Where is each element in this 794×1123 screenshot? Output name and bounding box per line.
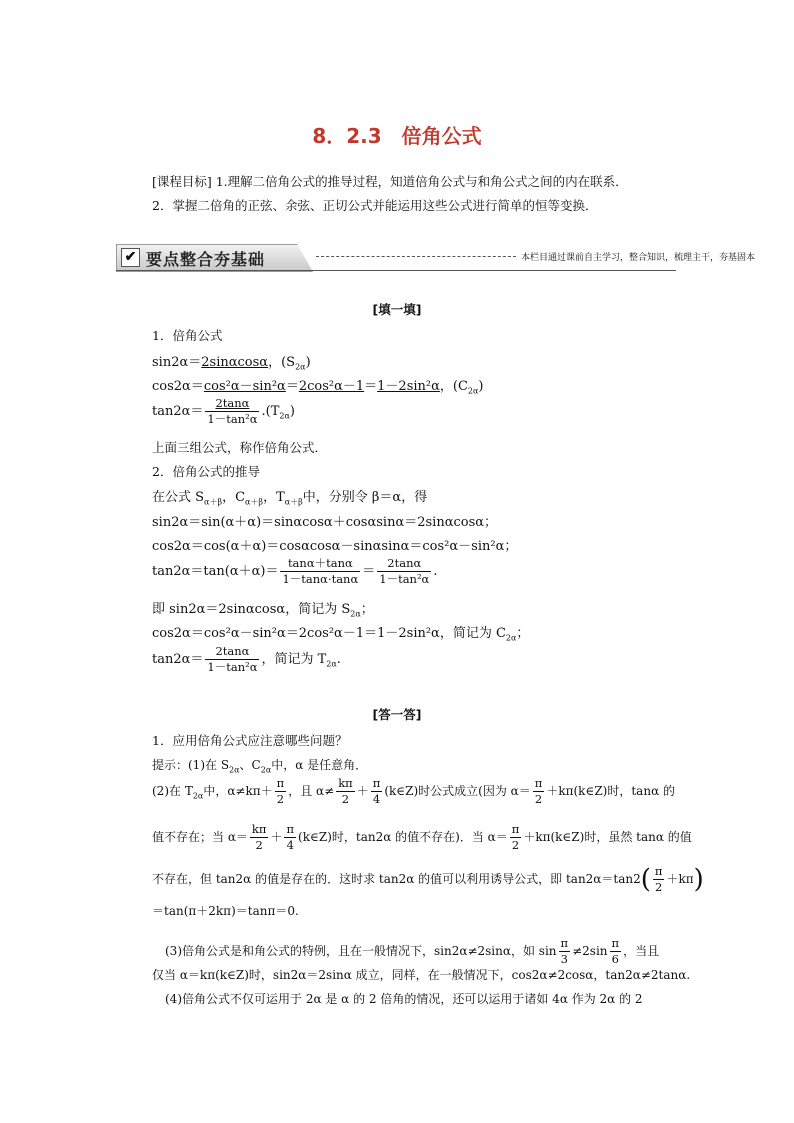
- derivation-summary-sin: 即 sin2α＝2sinαcosα，简记为 $S_{2\alpha}$；: [152, 602, 374, 619]
- deriv-tan-den-2: 1－tan²α: [379, 572, 430, 586]
- paragraph-2-line-2: [152, 822, 692, 853]
- deriv-t-sub: α＋β: [284, 497, 303, 507]
- summary-sin-text: 即 sin2α＝2sinαcosα，简记为 S: [152, 602, 351, 617]
- derivation-summary-tan: [152, 644, 341, 675]
- p6-frac-1: [559, 936, 571, 967]
- p3-plus: ＋: [270, 830, 283, 844]
- p2-frac-3-num: π: [372, 776, 381, 790]
- p3-frac-2-num: π: [286, 822, 295, 836]
- tan-lhs: tan2α＝: [152, 404, 204, 419]
- p3-frac-3-den: 2: [511, 838, 520, 852]
- paragraph-3-line-1: [165, 936, 659, 967]
- p4-frac: [653, 864, 665, 895]
- p2-frac-2-num: kπ: [338, 776, 353, 790]
- cos-formula: [152, 375, 484, 396]
- p2-text-c: ，且 α≠: [288, 784, 335, 798]
- hint-s: 提示：(1)在 S: [152, 758, 230, 772]
- derivation-cos: cos2α＝cos(α＋α)＝cosαcosα－sinαsinα＝cos²α－sin²α；: [152, 539, 518, 554]
- hint-s-sub: 2α: [229, 765, 240, 775]
- deriv-t: ，T: [263, 490, 285, 505]
- derivation-summary-cos: cos2α＝cos²α－sin²α＝2cos²α－1＝1－2sin²α，简记为 $C_{2\alpha}$；: [152, 626, 530, 643]
- p2-frac-1: [275, 776, 287, 807]
- deriv-tan-num-1: tanα＋tanα: [280, 556, 360, 572]
- p3-frac-3: [510, 822, 522, 853]
- p6-text-b: ≠2sin: [572, 944, 608, 958]
- p2-text-b: 中，α≠kπ＋: [203, 784, 273, 798]
- paragraph-3-line-2: 仅当 α＝kπ(k∈Z)时，sin2α＝2sinα 成立，同样，在一般情况下，cos2α≠2cosα，tan2α≠2tanα.: [152, 968, 691, 982]
- section-2-heading: 2．倍角公式的推导: [152, 464, 260, 479]
- banner-rule: [116, 270, 676, 271]
- cos-lhs: cos2α＝: [152, 379, 204, 394]
- summary-tan-dot: .: [336, 652, 341, 667]
- p3-frac-3-num: π: [511, 822, 520, 836]
- p3-text-b: (k∈Z)时，tan2α 的值不存在)．当 α＝: [298, 830, 508, 844]
- objectives-line-1: [课程目标] 1.理解二倍角公式的推导过程，知道倍角公式与和角公式之间的内在联系．: [152, 174, 628, 189]
- answer-heading: [答一答]: [372, 707, 422, 722]
- tan-fraction: [205, 396, 259, 427]
- p2-sub: 2α: [192, 791, 204, 801]
- sin-lhs: sin2α＝: [152, 355, 202, 370]
- cos-tag-close: ): [478, 379, 484, 394]
- summary-tan-sub: 2α: [326, 659, 337, 669]
- p3-frac-1-den: 2: [255, 838, 263, 852]
- p6-frac-1-den: 3: [560, 952, 568, 966]
- hint-c: 、C: [239, 758, 261, 772]
- summary-tan-num: 2tanα: [205, 644, 259, 660]
- paragraph-4-line-1: (4)倍角公式不仅可运用于 2α 是 α 的 2 倍角的情况，还可以运用于诸如 4α 作为 2α 的 2: [165, 992, 643, 1006]
- deriv-s-sub: α＋β: [204, 497, 223, 507]
- tan-tag: .(T: [261, 404, 280, 419]
- cos-eq-1: ＝: [285, 379, 299, 394]
- deriv-tan-eq: ＝: [362, 564, 376, 579]
- deriv-tan-num-2: 2tanα: [377, 556, 431, 572]
- sin-tag-close: ): [305, 355, 311, 370]
- p6-text-a: (3)倍角公式是和角公式的特例，且在一般情况下，sin2α≠2sinα，如 sin: [165, 944, 557, 958]
- summary-sin-sub: 2α: [350, 609, 361, 619]
- p2-text-d: (k∈Z)时公式成立(因为 α＝: [384, 784, 531, 798]
- p2-text-e: ＋kπ(k∈Z)时，tanα 的: [546, 784, 675, 798]
- p6-frac-2: [610, 936, 622, 967]
- summary-tan-text: ，简记为 T: [261, 652, 327, 667]
- cos-eq-2: ＝: [364, 379, 378, 394]
- deriv-tan-frac-2: [377, 556, 431, 587]
- p2-frac-4-den: 2: [534, 792, 543, 806]
- tan-formula: [152, 396, 295, 427]
- sin-tag-sub: 2α: [295, 362, 306, 372]
- p2-frac-4-num: π: [534, 776, 543, 790]
- sin-answer: 2sinαcosα: [201, 355, 269, 370]
- p3-text-a: 值不存在；当 α＝: [152, 830, 248, 844]
- p2-frac-1-den: 2: [276, 792, 285, 806]
- paragraph-2-line-3: 不存在，但 tan2α 的值是存在的．这时求 tan2α 的值可以利用诱导公式，即 tan2α＝tan2( $\frac{\pi}{2}$ ＋kπ): [152, 864, 704, 895]
- section-1-heading: 1．倍角公式: [152, 328, 223, 343]
- p2-frac-1-num: π: [276, 776, 285, 790]
- check-icon: ✔: [121, 248, 140, 267]
- p6-frac-1-num: π: [560, 936, 569, 950]
- p2-frac-2: [336, 776, 355, 807]
- formula-summary: 上面三组公式，称作倍角公式．: [152, 440, 328, 455]
- deriv-tan-lhs: tan2α＝tan(α＋α)＝: [152, 564, 279, 579]
- p3-text-c: ＋kπ(k∈Z)时，虽然 tanα 的值: [523, 830, 692, 844]
- p6-frac-2-num: π: [611, 936, 620, 950]
- paragraph-2-line-4: ＝tan(π＋2kπ)＝tanπ＝0.: [152, 904, 299, 918]
- p4-text-a: 不存在，但 tan2α 的值是存在的．这时求 tan2α 的值可以利用诱导公式，即 tan2α＝tan2: [152, 872, 641, 886]
- sin-formula: [152, 351, 311, 372]
- tan-tag-sub: 2α: [279, 411, 290, 421]
- page-title: 8．2.3 倍角公式: [312, 124, 482, 148]
- paragraph-2-line-1: [152, 776, 675, 807]
- summary-tan-frac: [205, 644, 259, 675]
- fill-heading: [填一填]: [372, 302, 422, 317]
- p3-frac-1-num: kπ: [251, 822, 267, 836]
- sin-tag: ，(S: [268, 355, 296, 370]
- p2-frac-4: [533, 776, 545, 807]
- cos-answer-1: cos²α－sin²α: [203, 379, 286, 394]
- summary-tan-den: 1－tan²α: [207, 660, 258, 674]
- p6-frac-2-den: 6: [611, 952, 619, 966]
- question-1: 1．应用倍角公式应注意哪些问题？: [152, 733, 348, 748]
- summary-tan-lhs: tan2α＝: [152, 652, 204, 667]
- p3-frac-1: [250, 822, 269, 853]
- banner-note: 本栏目通过课前自主学习，整合知识，梳理主干，夯基固本: [521, 253, 756, 263]
- cos-tag-sub: 2α: [467, 386, 479, 396]
- cos-answer-2: 2cos²α－1: [298, 379, 365, 394]
- p3-frac-2: [284, 822, 296, 853]
- summary-cos-text: cos2α＝cos²α－sin²α＝2cos²α－1＝1－2sin²α，简记为 C: [152, 626, 506, 641]
- p3-frac-2-den: 4: [286, 838, 294, 852]
- deriv-end: 中，分别令 β＝α，得: [302, 490, 428, 505]
- p4-frac-den: 2: [655, 880, 663, 894]
- banner-heading: 要点整合夯基础: [146, 250, 266, 269]
- section-banner: [116, 244, 756, 270]
- derivation-sin: sin2α＝sin(α＋α)＝sinαcosα＋cosαsinα＝2sinαcosα；: [152, 515, 498, 530]
- deriv-tan-dot: .: [433, 564, 438, 579]
- p2-frac-3: [371, 776, 383, 807]
- derivation-intro: [152, 486, 427, 508]
- hint-end: 中，α 是任意角．: [271, 758, 368, 772]
- deriv-tan-den-1: 1－tanα·tanα: [282, 572, 359, 586]
- p6-text-c: ，当且: [623, 944, 660, 958]
- p4-frac-num: π: [654, 864, 663, 878]
- derivation-tan: [152, 556, 437, 587]
- cos-tag: ，(C: [439, 379, 468, 394]
- tan-denominator: 1－tan²α: [207, 412, 258, 426]
- banner-dashes: [316, 256, 516, 257]
- p4-kpi: ＋kπ: [666, 872, 694, 886]
- deriv-c-sub: α＋β: [245, 497, 264, 507]
- p2-frac-2-den: 2: [341, 792, 350, 806]
- objectives-line-2: 2．掌握二倍角的正弦、余弦、正切公式并能运用这些公式进行简单的恒等变换．: [152, 198, 598, 213]
- summary-cos-sub: 2α: [505, 633, 517, 643]
- tan-numerator: 2tanα: [205, 396, 259, 412]
- tan-tag-close: ): [289, 404, 295, 419]
- cos-answer-3: 1－2sin²α: [377, 379, 440, 394]
- p2-plus: ＋: [356, 784, 369, 798]
- deriv-c: ，C: [222, 490, 246, 505]
- deriv-s: 在公式 S: [152, 490, 205, 505]
- p2-frac-3-den: 4: [372, 792, 381, 806]
- deriv-tan-frac-1: [280, 556, 360, 587]
- hint-c-sub: 2α: [260, 765, 272, 775]
- p2-text-a: (2)在 T: [152, 784, 193, 798]
